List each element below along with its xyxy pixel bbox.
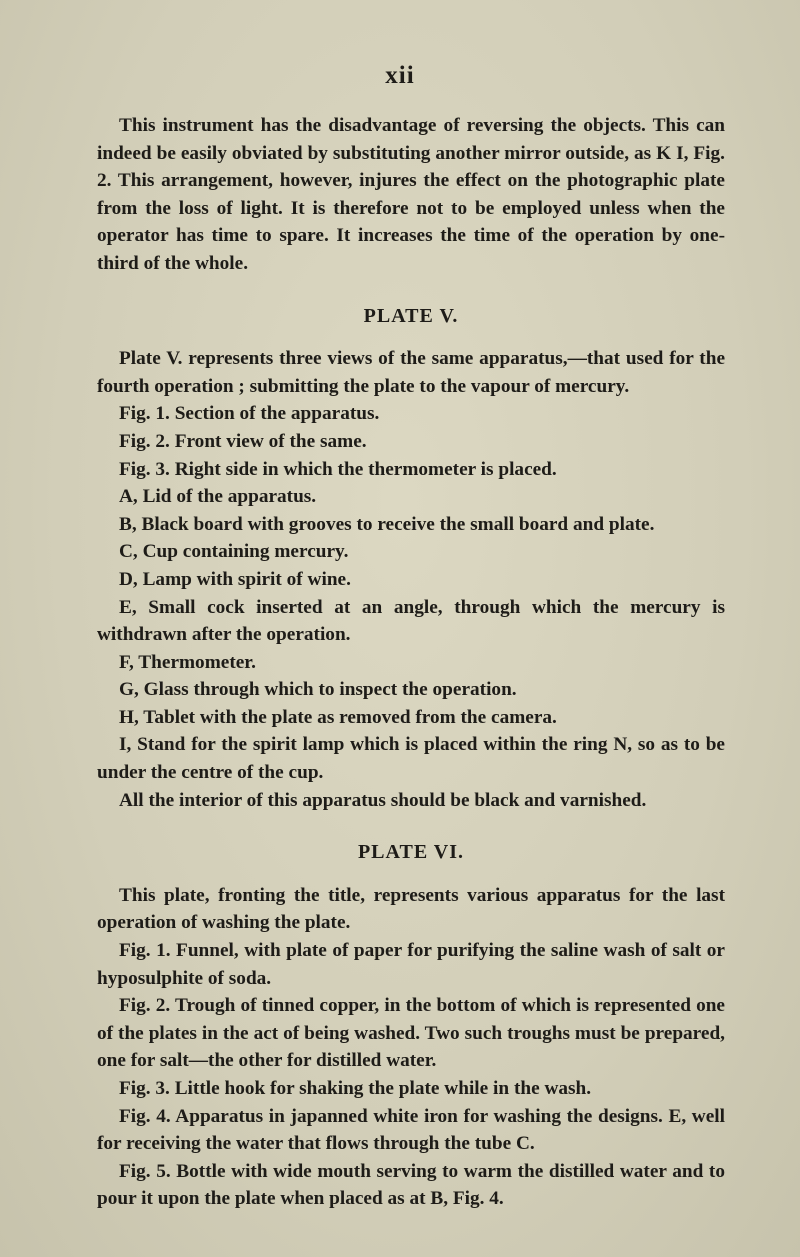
- plate-v-entry: E, Small cock inserted at an angle, through which the mercury is withdrawn after the operation.: [97, 596, 725, 646]
- plate-v-entry: All the interior of this apparatus should be black and varnished.: [119, 789, 647, 811]
- plate-v-entry: Fig. 3. Right side in which the thermometer is placed.: [119, 458, 557, 480]
- page-body: [97, 112, 725, 1213]
- plate-v-entry: C, Cup containing mercury.: [119, 541, 349, 563]
- plate-v-entry: B, Black board with grooves to receive the small board and plate.: [119, 513, 655, 535]
- plate-vi-entry: Fig. 4. Apparatus in japanned white iron for washing the designs. E, well for receiving the water that flows through the tube C.: [97, 1105, 725, 1155]
- plate-vi-entry: Fig. 3. Little hook for shaking the plate while in the wash.: [119, 1078, 592, 1099]
- plate-v-entry: A, Lid of the apparatus.: [119, 486, 317, 508]
- plate-v-entry: D, Lamp with spirit of wine.: [119, 568, 351, 590]
- plate-v-entry: H, Tablet with the plate as removed from the camera.: [119, 706, 557, 728]
- page-number: xii: [385, 62, 415, 89]
- plate-v-entry: Fig. 2. Front view of the same.: [119, 430, 367, 452]
- plate-v-entry: F, Thermometer.: [119, 651, 256, 673]
- plate-v-intro: Plate V. represents three views of the same apparatus,—that used for the fourth operation ; submitting the plate to the vapour of mercury.: [97, 348, 725, 397]
- plate-vi-entry: Fig. 2. Trough of tinned copper, in the bottom of which is represented one of the plates in the act of being washed. Two such troughs must be prepared, one for salt—the other for distilled water.: [97, 995, 725, 1072]
- plate-v-heading: PLATE V.: [363, 304, 459, 327]
- plate-v-entry: I, Stand for the spirit lamp which is placed within the ring N, so as to be under the centre of the cup.: [97, 734, 725, 784]
- plate-vi-entry: Fig. 5. Bottle with wide mouth serving to warm the distilled water and to pour it upon the plate when placed as at B, Fig. 4.: [97, 1160, 725, 1210]
- plate-vi-heading: PLATE VI.: [357, 841, 465, 864]
- intro-paragraph: This instrument has the disadvantage of reversing the objects. This can indeed be easily obviated by substituting another mirror outside, as K I, Fig. 2. This arrangement, however, injures the effect on the photographic plate from the loss of light. It is therefore not to be employed unless when the operator has time to spare. It increases the time of the operation by one-third of the whole.: [97, 115, 725, 274]
- plate-v-entry: Fig. 1. Section of the apparatus.: [119, 403, 380, 425]
- plate-v-entry: G, Glass through which to inspect the operation.: [119, 679, 517, 701]
- plate-vi-entry: Fig. 1. Funnel, with plate of paper for purifying the saline wash of salt or hyposulphite of soda.: [97, 940, 725, 989]
- plate-vi-intro: This plate, fronting the title, represents various apparatus for the last operation of washing the plate.: [97, 884, 725, 934]
